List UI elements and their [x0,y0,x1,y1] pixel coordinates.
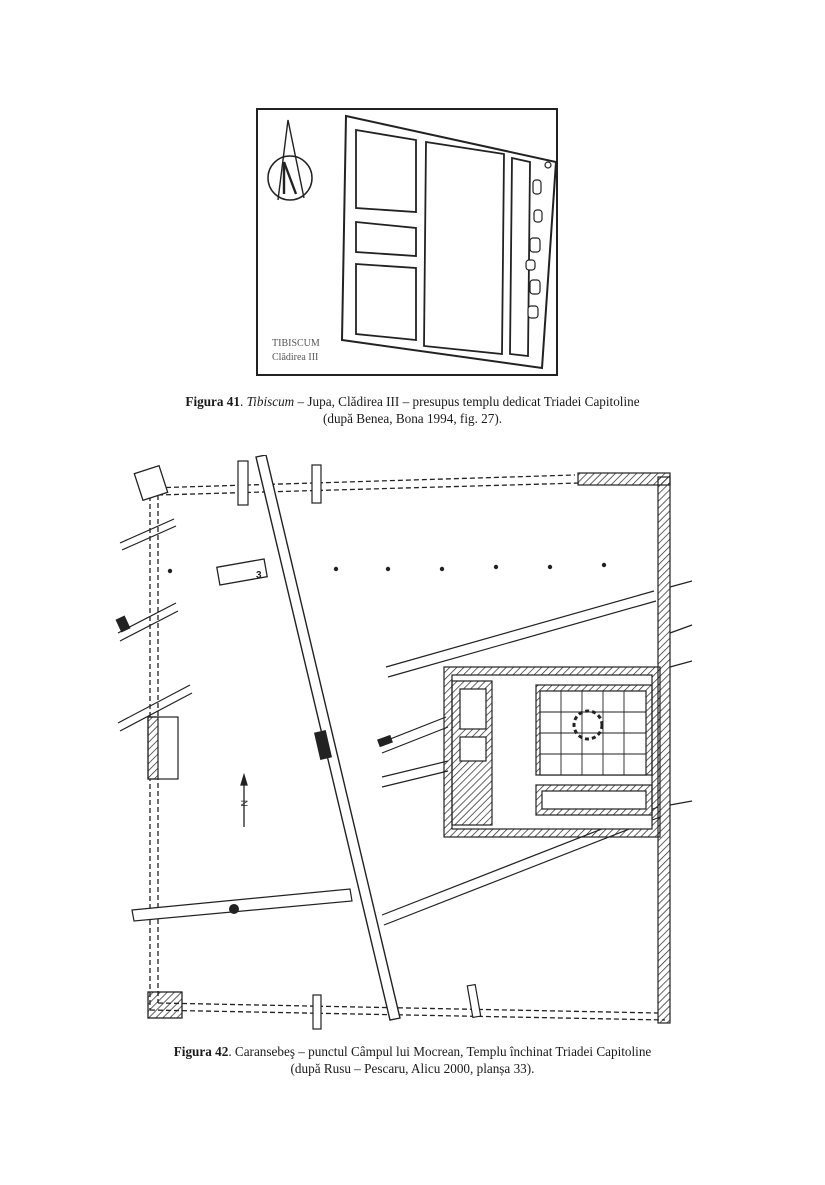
trench-bottom-1 [313,995,321,1029]
figure-41-drawing [258,110,556,374]
figure-41-number: Figura 41 [185,394,240,409]
figure-42-caption-text: . Caransebeş – punctul Câmpul lui Mocrean, Templu închinat Triadei Capitoline [228,1044,652,1059]
plan-label-cladirea: Clădirea III [272,352,319,363]
building-outline [342,116,556,368]
figure-42-caption [0,1043,825,1077]
figure-41-caption [0,393,825,427]
trench-top-1 [238,461,248,505]
trench-top-2 [312,465,321,503]
figure-41-caption-line1: Figura 41. Tibiscum – Jupa, Clădirea III – presupus templu dedicat Triadei Capitoline [185,394,640,409]
figure-41-caption-line2: (după Benea, Bona 1994, fig. 27). [322,411,503,426]
temple-building [444,667,660,837]
north-arrow-needle [278,120,304,200]
figure-41-caption-text: – Jupa, Clădirea III – presupus templu dedicat Triadei Capitoline [294,394,640,409]
figure-42-plan [110,455,710,1045]
figure-42-number: Figura 42 [173,1044,229,1059]
diagonal-trench [256,455,400,1020]
corner-sw [148,992,182,1018]
room-top-left [356,130,416,212]
room-bottom-left [356,264,416,340]
corridor-right [510,158,530,356]
north-letter-42: N [239,800,249,807]
figure-42-caption-line1 [0,1043,825,1060]
room-central [424,142,504,354]
room-mid-left [356,222,416,256]
plan-label-tibiscum: TIBISCUM [272,338,320,349]
block-3-label: 3 [256,570,262,581]
figure-42-caption-line2: (după Rusu – Pescaru, Alicu 2000, planșa 33). [290,1061,535,1076]
trench-bottom-2 [467,985,480,1018]
figure-41-plan [256,108,558,376]
south-west-trench [132,889,352,921]
figure-41-site: Tibiscum [246,394,295,409]
